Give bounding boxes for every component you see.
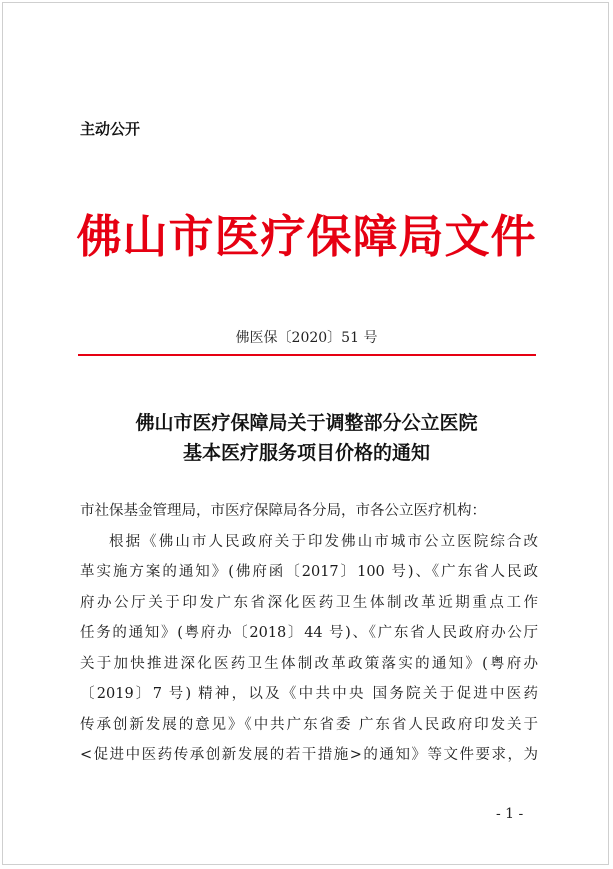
document-title-line-1: 佛山市医疗保障局关于调整部分公立医院: [135, 412, 478, 434]
body-line-3: 府办公厅关于印发广东省深化医药卫生体制改革近期重点工作: [80, 594, 538, 611]
red-separator-line: [78, 354, 536, 356]
body-line-7: 传承创新发展的意见》《中共广东省委 广东省人民政府印发关于: [80, 716, 538, 733]
document-title: [0, 408, 613, 468]
addressee-line: 市社保基金管理局，市医疗保障局各分局，市各公立医疗机构：: [80, 503, 486, 519]
body-line-1: 根据《佛山市人民政府关于印发佛山市城市公立医院综合改: [109, 533, 538, 550]
document-body: [80, 496, 538, 771]
body-line-4: 任务的通知》(粤府办〔2018〕44 号)、《广东省人民政府办公厅: [80, 625, 538, 641]
document-number: 佛医保〔2020〕51 号: [235, 330, 378, 346]
body-line-5: 关于加快推进深化医药卫生体制改革政策落实的通知》(粤府办: [80, 655, 538, 672]
body-line-8: <促进中医药传承创新发展的若干措施>的通知》等文件要求，为: [80, 747, 538, 763]
body-line-2: 革实施方案的通知》(佛府函〔2017〕100 号)、《广东省人民政: [80, 564, 538, 580]
disclosure-label: 主动公开: [80, 120, 141, 138]
issuer-title: 佛山市医疗保障局文件: [76, 210, 537, 263]
document-title-line-2: 基本医疗服务项目价格的通知: [182, 442, 430, 464]
body-line-6: 〔2019〕7 号) 精神，以及《中共中央 国务院关于促进中医药: [80, 686, 538, 702]
page-number: - 1 -: [496, 806, 524, 822]
